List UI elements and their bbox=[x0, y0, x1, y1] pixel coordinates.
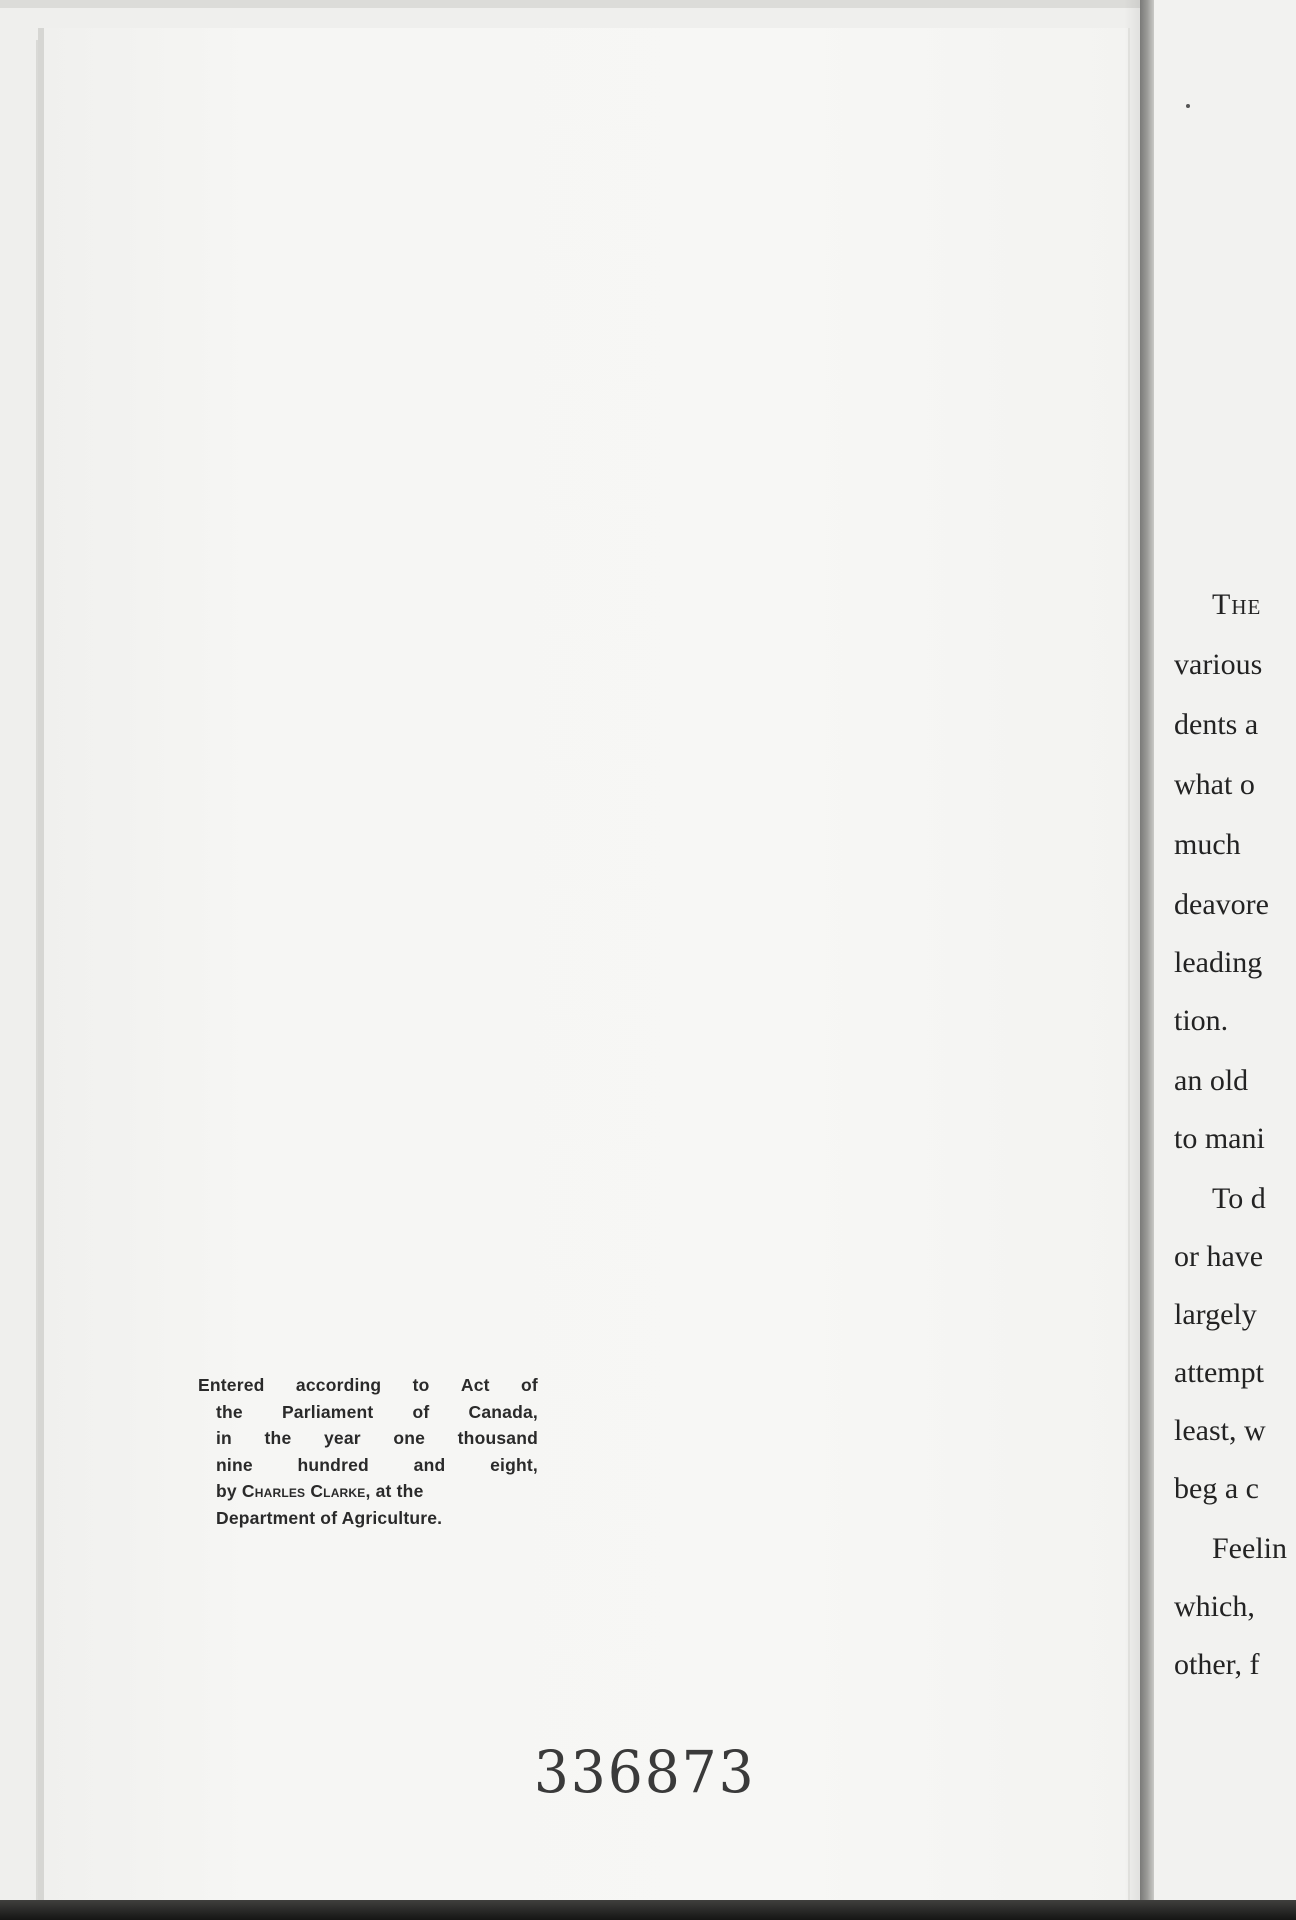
accession-number-stamp: 336873 bbox=[533, 1738, 756, 1806]
copyright-at-the: at the bbox=[375, 1481, 424, 1501]
copyright-line-6: Department of Agriculture. bbox=[216, 1507, 443, 1528]
copyright-word: one bbox=[393, 1428, 426, 1448]
right-text-line: beg a c bbox=[1174, 1472, 1259, 1505]
copyright-line-2 bbox=[198, 1399, 538, 1426]
copyright-word: nine bbox=[216, 1454, 253, 1475]
copyright-word: Canada, bbox=[468, 1401, 538, 1422]
copyright-word: according bbox=[295, 1375, 382, 1395]
right-text-line: deavore bbox=[1174, 888, 1269, 921]
copyright-word: the bbox=[216, 1401, 243, 1422]
copyright-word: Parliament bbox=[281, 1401, 374, 1422]
right-text-line: various bbox=[1174, 648, 1263, 681]
copyright-line-3 bbox=[198, 1425, 538, 1452]
scan-top-edge bbox=[0, 0, 1296, 8]
speck-mark bbox=[1186, 104, 1190, 108]
copyright-word: of bbox=[521, 1375, 538, 1395]
copyright-author: Charles Clarke, bbox=[241, 1481, 371, 1501]
copyright-notice bbox=[198, 1372, 538, 1531]
copyright-word: the bbox=[264, 1428, 292, 1448]
copyright-word: thousand bbox=[457, 1428, 538, 1448]
right-text-line: least, w bbox=[1174, 1414, 1266, 1447]
right-text-line: Feelin bbox=[1212, 1532, 1287, 1565]
right-text-line: other, f bbox=[1174, 1648, 1260, 1681]
copyright-word: eight, bbox=[490, 1454, 538, 1475]
copyright-by: by bbox=[216, 1481, 237, 1501]
right-text-line: dents a bbox=[1174, 708, 1259, 741]
right-text-line: what o bbox=[1174, 768, 1255, 801]
copyright-line-4 bbox=[198, 1452, 538, 1479]
right-text-line: an old bbox=[1174, 1064, 1249, 1097]
right-text-line: The bbox=[1212, 588, 1262, 621]
copyright-word: year bbox=[323, 1428, 361, 1448]
book-gutter bbox=[1140, 0, 1154, 1920]
copyright-line-1 bbox=[198, 1372, 538, 1399]
scan-bottom-edge bbox=[0, 1900, 1296, 1920]
right-text-line: largely bbox=[1174, 1298, 1257, 1331]
right-text-line: tion. bbox=[1174, 1004, 1229, 1037]
right-text-line: to mani bbox=[1174, 1122, 1265, 1155]
right-text-line: or have bbox=[1174, 1240, 1264, 1273]
gutter-shadow bbox=[1124, 0, 1140, 1920]
copyright-word: of bbox=[412, 1401, 430, 1422]
right-text-line: attempt bbox=[1174, 1356, 1264, 1389]
copyright-word: hundred bbox=[297, 1454, 369, 1475]
right-text-line: leading bbox=[1174, 946, 1263, 979]
copyright-word: and bbox=[413, 1454, 446, 1475]
copyright-line-5 bbox=[198, 1478, 538, 1505]
copyright-word: to bbox=[412, 1375, 430, 1395]
left-page bbox=[38, 28, 1130, 1900]
copyright-word: Act bbox=[460, 1375, 490, 1395]
right-text-line: much bbox=[1174, 828, 1241, 861]
right-text-line: To d bbox=[1212, 1182, 1266, 1215]
right-text-line: which, bbox=[1174, 1590, 1255, 1623]
copyright-word: Entered bbox=[198, 1375, 265, 1395]
copyright-word: in bbox=[216, 1428, 232, 1448]
